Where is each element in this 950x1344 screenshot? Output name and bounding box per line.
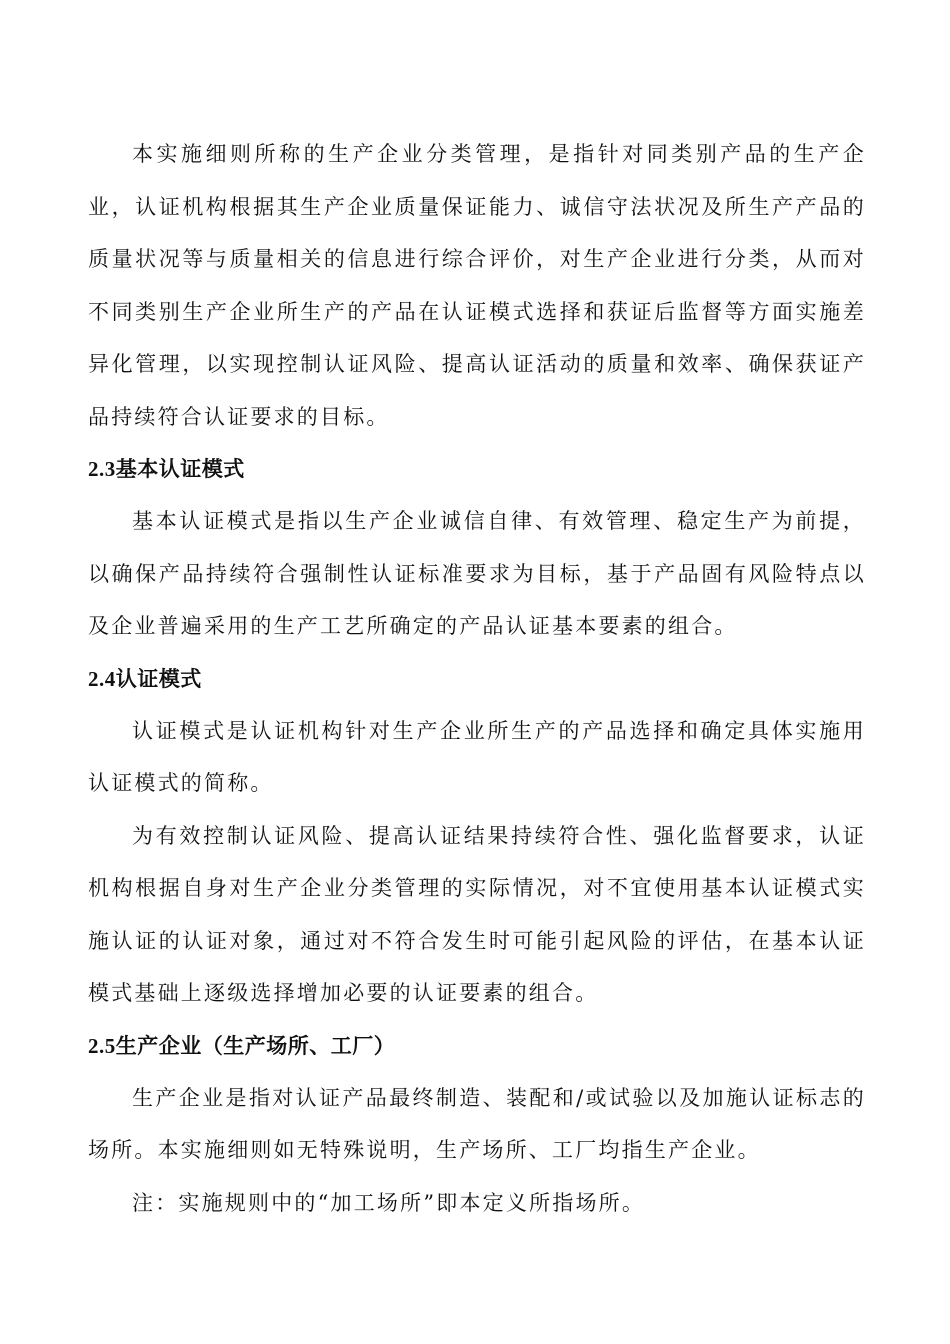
section-number: 2.4 (88, 666, 116, 691)
paragraph-production-enterprise: 生产企业是指对认证产品最终制造、装配和/或试验以及加施认证标志的场所。本实施细则如无特殊说明，生产场所、工厂均指生产企业。 (88, 1085, 866, 1162)
section-number: 2.5 (88, 1033, 116, 1058)
section-title: 认证模式 (115, 665, 202, 691)
paragraph-note: 注：实施规则中的“加工场所”即本定义所指场所。 (132, 1190, 646, 1215)
section-number: 2.3 (88, 457, 116, 481)
section-title: 基本认证模式 (115, 456, 245, 481)
paragraph-basic-certification-mode: 基本认证模式是指以生产企业诚信自律、有效管理、稳定生产为前提，以确保产品持续符合强制性认证标准要求为目标，基于产品固有风险特点以及企业普遍采用的生产工艺所确定的产品认证基本要素的组合。 (88, 509, 866, 638)
section-heading-2-3 (88, 443, 866, 495)
paragraph-classification-management: 本实施细则所称的生产企业分类管理，是指针对同类别产品的生产企业，认证机构根据其生产企业质量保证能力、诚信守法状况及所生产产品的质量状况等与质量相关的信息进行综合评价，对生产企业进行分类，从而对不同类别生产企业所生产的产品在认证模式选择和获证后监督等方面实施差异化管理，以实现控制认证风险、提高认证活动的质量和效率、确保获证产品持续符合认证要求的目标。 (88, 142, 866, 429)
paragraph-certification-mode-definition: 认证模式是认证机构针对生产企业所生产的产品选择和确定具体实施用认证模式的简称。 (88, 718, 866, 795)
document-body (88, 128, 866, 1229)
section-heading-2-5 (88, 1020, 866, 1072)
section-title: 生产企业（生产场所、工厂） (115, 1032, 396, 1058)
section-heading-2-4 (88, 653, 866, 705)
paragraph-risk-control: 为有效控制认证风险、提高认证结果持续符合性、强化监督要求，认证机构根据自身对生产企业分类管理的实际情况，对不宜使用基本认证模式实施认证的认证对象，通过对不符合发生时可能引起风险的评估，在基本认证模式基础上逐级选择增加必要的认证要素的组合。 (88, 823, 866, 1005)
